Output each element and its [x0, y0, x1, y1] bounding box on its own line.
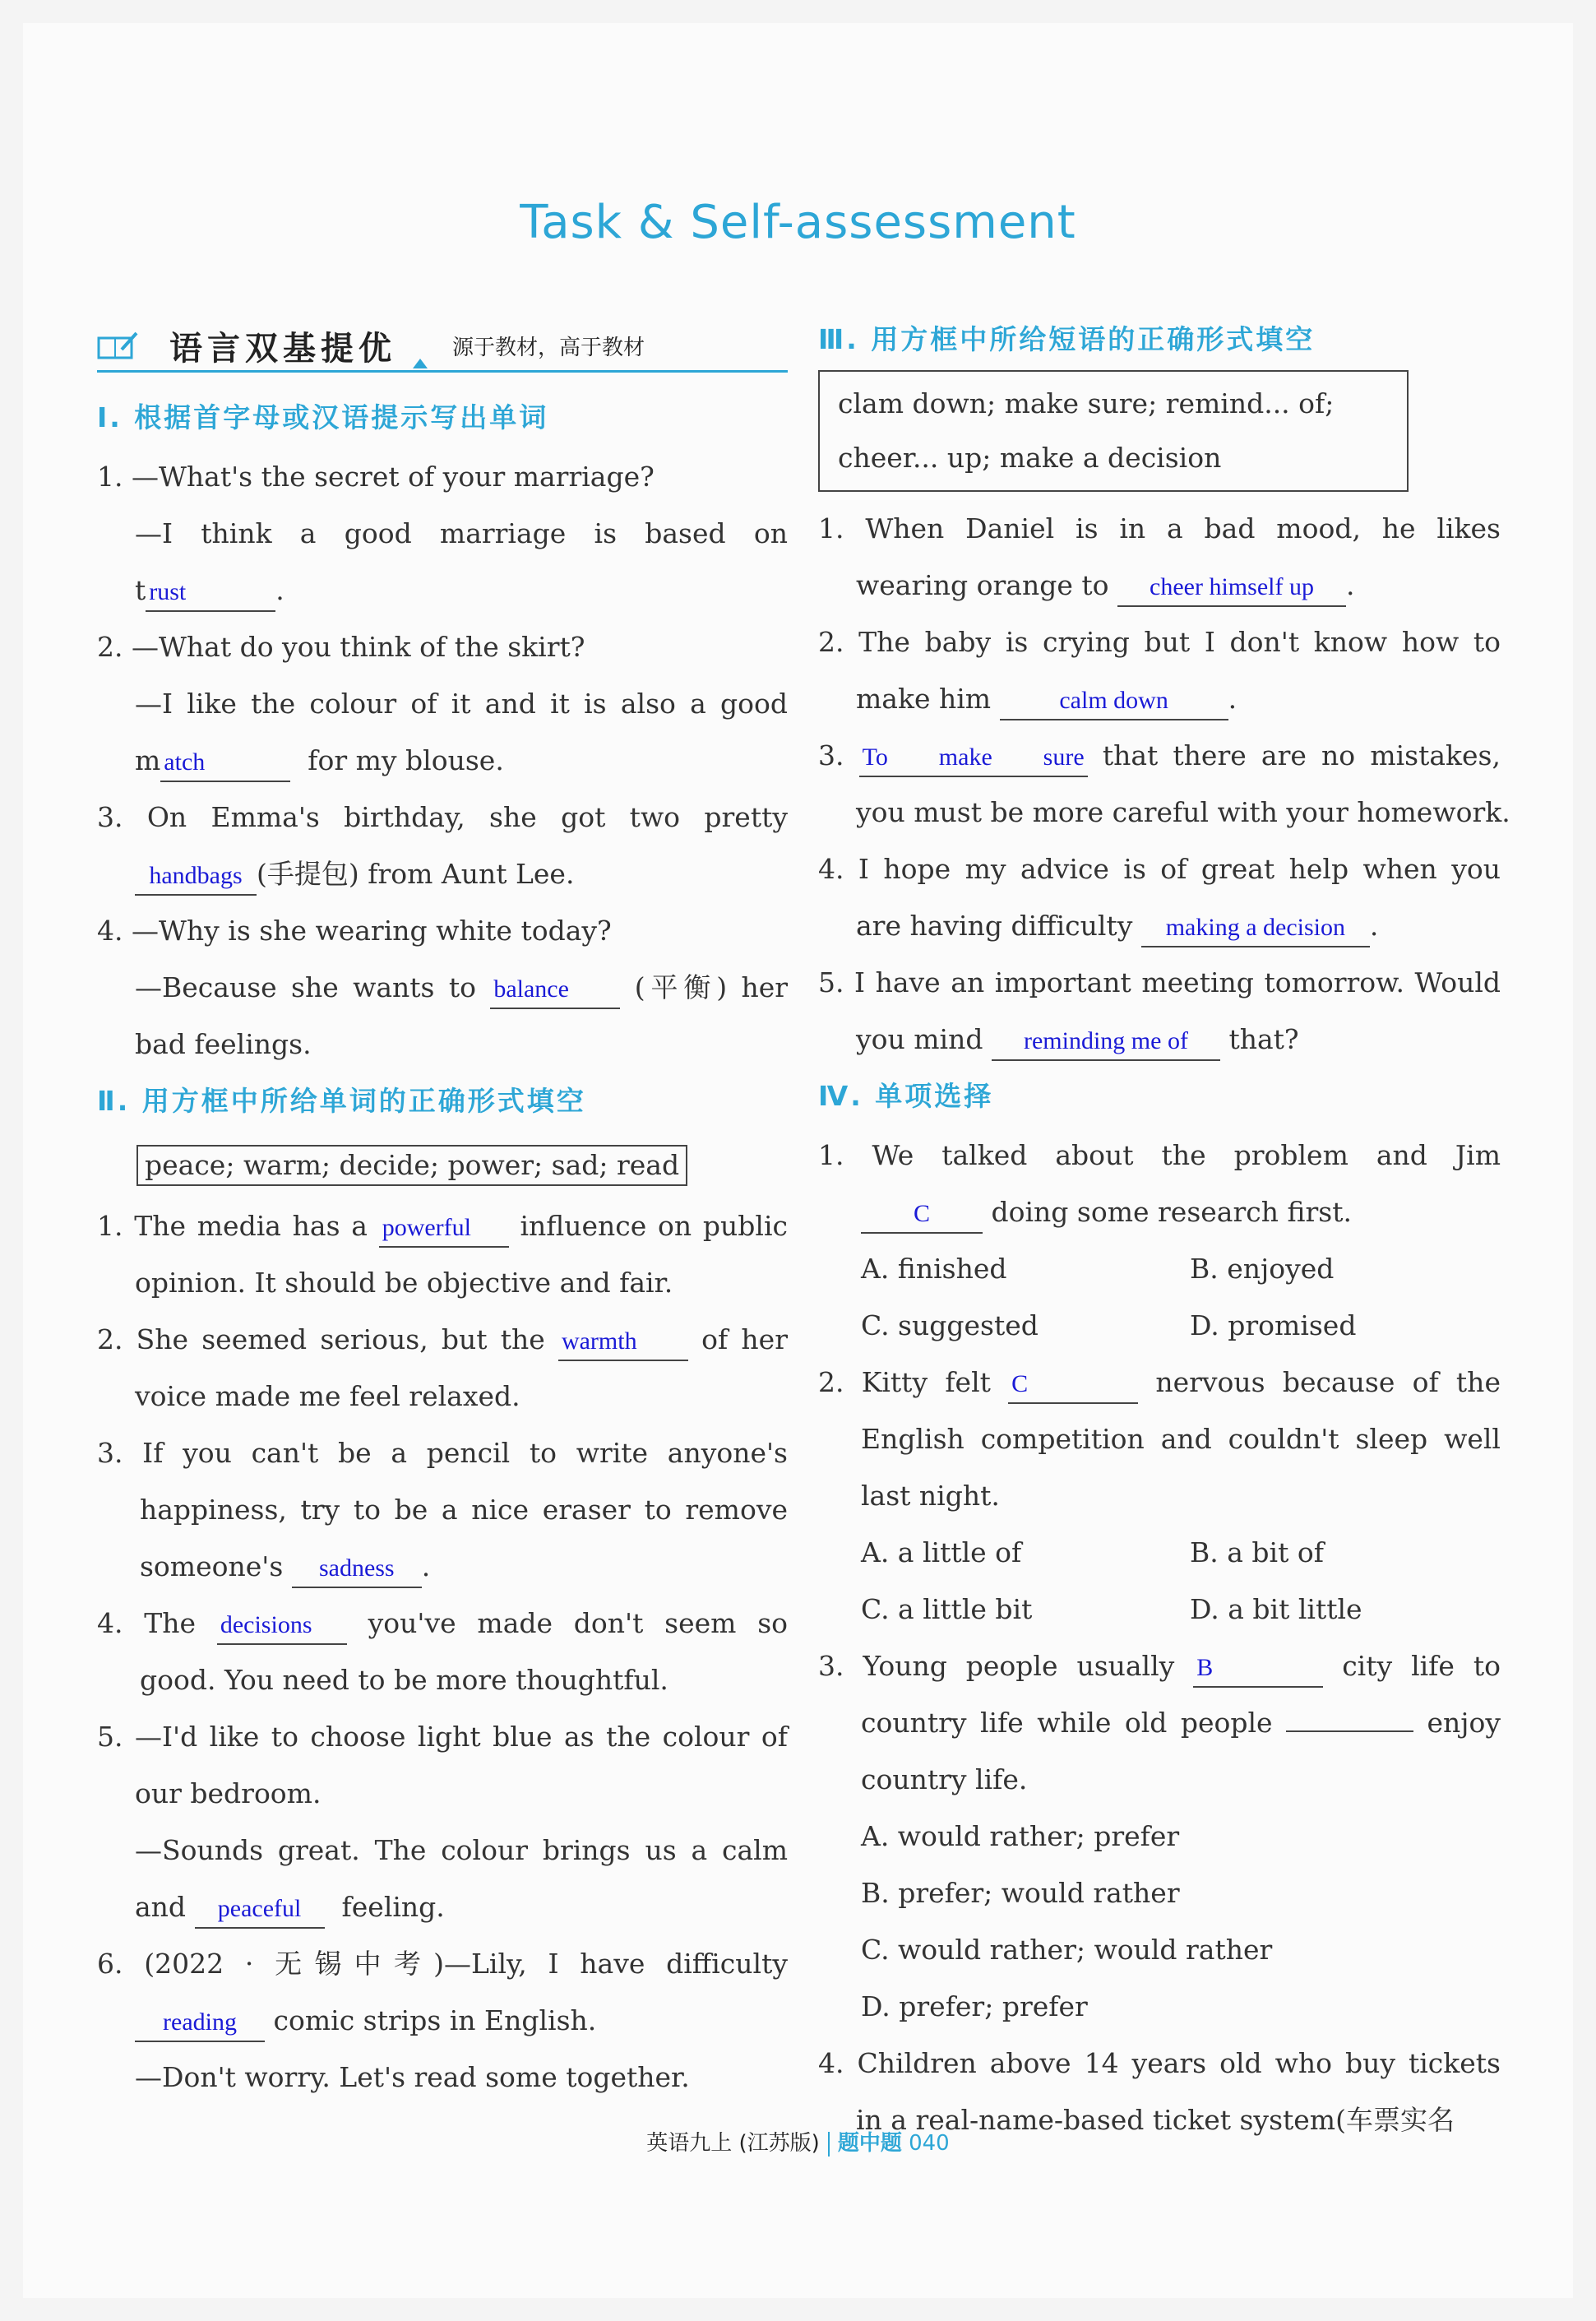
p2-q3-line3: someone's sadness . — [97, 1538, 788, 1595]
p2-q4-line2: good. You need to be more thoughtful. — [140, 1664, 668, 1696]
p1-q4-line2: —Because she wants to balance (平衡) her — [97, 959, 788, 1016]
section-heading-1: Ⅰ. 根据首字母或汉语提示写出单词 — [97, 401, 549, 433]
banner-subtitle: 源于教材，高于教材 — [452, 335, 645, 360]
p1-q2-line2: —I like the colour of it and it is also a good — [135, 688, 788, 720]
option-b[interactable]: B. enjoyed — [1190, 1253, 1335, 1285]
answer-blank[interactable]: B — [1193, 1650, 1323, 1688]
p2-q2-line1: 2. She seemed serious, but the warmth of her — [97, 1311, 788, 1368]
phrase-box-line1: clam down; make sure; remind... of; — [838, 387, 1335, 419]
answer-blank[interactable]: handbags — [135, 858, 257, 896]
p2-q1-line2: opinion. It should be objective and fair. — [135, 1267, 673, 1299]
p1-q2-line3: m atch for my blouse. — [97, 732, 788, 789]
answer-blank[interactable]: decisions — [217, 1607, 347, 1645]
p3-q2-line1: 2. The baby is crying but I don't know how to — [818, 626, 1501, 658]
p3-q2-line2: make him calm down . — [818, 670, 1501, 727]
option-c[interactable]: C. suggested — [861, 1309, 1039, 1341]
p2-q5-line1: 5. —I'd like to choose light blue as the colour of — [97, 1721, 788, 1753]
p2-q6-line3: —Don't worry. Let's read some together. — [135, 2061, 690, 2093]
answer-blank[interactable]: rust — [146, 574, 275, 612]
p2-q5-line3: —Sounds great. The colour brings us a calm — [135, 1834, 788, 1866]
p1-q3-line1: 3. On Emma's birthday, she got two pretty — [97, 801, 788, 833]
answer-blank[interactable]: C — [1008, 1366, 1138, 1404]
answer-blank[interactable]: calm down — [1000, 683, 1228, 720]
page-footer — [0, 2126, 1596, 2157]
answer-blank[interactable]: To make sure — [859, 739, 1088, 777]
answer-blank[interactable]: peaceful — [195, 1891, 325, 1929]
p3-q4-line1: 4. I hope my advice is of great help when you — [818, 853, 1501, 885]
p3-q5-line2: you mind reminding me of that? — [818, 1011, 1501, 1068]
answer-blank[interactable]: balance — [490, 971, 620, 1009]
option-a[interactable]: A. would rather; prefer — [861, 1820, 1180, 1852]
p4-q3-option-d — [818, 1978, 1501, 2035]
option-b[interactable]: B. prefer; would rather — [861, 1877, 1180, 1909]
p2-q4-line1: 4. The decisions you've made don't seem so — [97, 1595, 788, 1652]
book-pencil-icon — [97, 331, 138, 359]
p2-q1-line1: 1. The media has a powerful influence on public — [97, 1198, 788, 1254]
option-c[interactable]: C. a little bit — [861, 1593, 1033, 1625]
p1-q1-line2: —I think a good marriage is based on — [135, 517, 788, 549]
section-heading-3: Ⅲ. 用方框中所给短语的正确形式填空 — [818, 323, 1316, 355]
p3-q3-line2: you must be more careful with your homework. — [856, 796, 1510, 828]
p2-q6-line1: 6. (2022 · 无锡中考)—Lily, I have difficulty — [97, 1948, 788, 1980]
answer-blank[interactable]: cheer himself up — [1117, 569, 1346, 607]
section-heading-4: Ⅳ. 单项选择 — [818, 1080, 994, 1112]
answer-blank[interactable]: reminding me of — [992, 1023, 1220, 1061]
option-a[interactable]: A. finished — [861, 1253, 1007, 1285]
option-c[interactable]: C. would rather; would rather — [861, 1934, 1273, 1966]
p4-q3-option-b — [818, 1865, 1501, 1921]
p3-q1-line2: wearing orange to cheer himself up . — [818, 557, 1501, 614]
p1-q2-line1: 2. —What do you think of the skirt? — [97, 631, 585, 663]
answer-blank[interactable]: sadness — [292, 1550, 422, 1588]
option-d[interactable]: D. promised — [1190, 1309, 1357, 1341]
p2-q6-line2: reading comic strips in English. — [97, 1992, 788, 2049]
footer-separator — [828, 2132, 830, 2157]
option-a[interactable]: A. a little of — [861, 1536, 1022, 1568]
banner-triangle — [413, 359, 428, 368]
answer-blank[interactable]: C — [861, 1196, 983, 1234]
answer-blank[interactable]: warmth — [558, 1323, 688, 1361]
p2-q5-line2: our bedroom. — [135, 1777, 322, 1809]
footer-tag: 题中题 — [837, 2131, 902, 2156]
p1-q4-line1: 4. —Why is she wearing white today? — [97, 915, 612, 947]
p4-q3-line1: 3. Young people usually B city life to — [818, 1638, 1501, 1694]
p1-q1-line3: t rust . — [97, 562, 788, 618]
p4-q2-line2: English competition and couldn't sleep well — [861, 1423, 1501, 1455]
left-column — [97, 321, 788, 2106]
p4-q1-line1: 1. We talked about the problem and Jim — [818, 1139, 1501, 1171]
p4-q1-line2: C doing some research first. — [818, 1184, 1501, 1240]
p4-q4-line2: in a real-name-based ticket system(车票实名 — [856, 2104, 1455, 2136]
phrase-box — [818, 370, 1409, 492]
p1-q4-line3: bad feelings. — [135, 1028, 312, 1060]
p3-q5-line1: 5. I have an important meeting tomorrow. Would — [818, 966, 1501, 998]
word-box: peace; warm; decide; power; sad; read — [136, 1145, 687, 1186]
p4-q2-line1: 2. Kitty felt C nervous because of the — [818, 1354, 1501, 1411]
p4-q3-option-c — [818, 1921, 1501, 1978]
phrase-box-line2: cheer... up; make a decision — [838, 442, 1222, 474]
page-number: 040 — [909, 2131, 950, 2156]
section-banner — [97, 321, 788, 373]
p3-q4-line2: are having difficulty making a decision . — [818, 897, 1501, 954]
p2-q3-line2: happiness, try to be a nice eraser to remove — [140, 1494, 788, 1526]
p4-q4-line1: 4. Children above 14 years old who buy tickets — [818, 2047, 1501, 2079]
p2-q2-line2: voice made me feel relaxed. — [135, 1380, 520, 1412]
p3-q3-line1: 3. To make sure that there are no mistakes, — [818, 727, 1501, 784]
p4-q2-options-ab — [818, 1524, 1501, 1581]
p1-q3-line2: handbags (手提包) from Aunt Lee. — [97, 845, 788, 902]
p3-q1-line1: 1. When Daniel is in a bad mood, he likes — [818, 512, 1501, 544]
section-heading-2: Ⅱ. 用方框中所给单词的正确形式填空 — [97, 1085, 586, 1117]
p4-q3-line3: country life. — [861, 1763, 1028, 1795]
right-column — [818, 321, 1510, 2148]
p4-q3-option-a — [818, 1808, 1501, 1865]
answer-blank[interactable]: powerful — [379, 1210, 509, 1248]
p1-q1-line1: 1. —What's the secret of your marriage? — [97, 461, 655, 493]
p2-q5-line4: and peaceful feeling. — [97, 1879, 788, 1935]
p4-q3-line2: country life while old people enjoy — [861, 1707, 1501, 1739]
option-d[interactable]: D. a bit little — [1190, 1593, 1362, 1625]
option-d[interactable]: D. prefer; prefer — [861, 1990, 1088, 2022]
p4-q2-options-cd — [818, 1581, 1501, 1638]
answer-blank[interactable]: making a decision — [1141, 910, 1370, 947]
p4-q1-options-ab — [818, 1240, 1501, 1297]
p4-q2-line3: last night. — [861, 1480, 1000, 1512]
banner-title: 语言双基提优 — [169, 329, 396, 368]
answer-blank[interactable]: reading — [135, 2004, 265, 2042]
footer-book: 英语九上 (江苏版) — [646, 2131, 820, 2156]
page-title: Task & Self-assessment — [520, 196, 1076, 249]
option-b[interactable]: B. a bit of — [1190, 1536, 1324, 1568]
p4-q1-options-cd — [818, 1297, 1501, 1354]
empty-blank[interactable] — [1286, 1706, 1413, 1732]
p2-q3-line1: 3. If you can't be a pencil to write anyone's — [97, 1437, 788, 1469]
answer-blank[interactable]: atch — [160, 744, 290, 782]
